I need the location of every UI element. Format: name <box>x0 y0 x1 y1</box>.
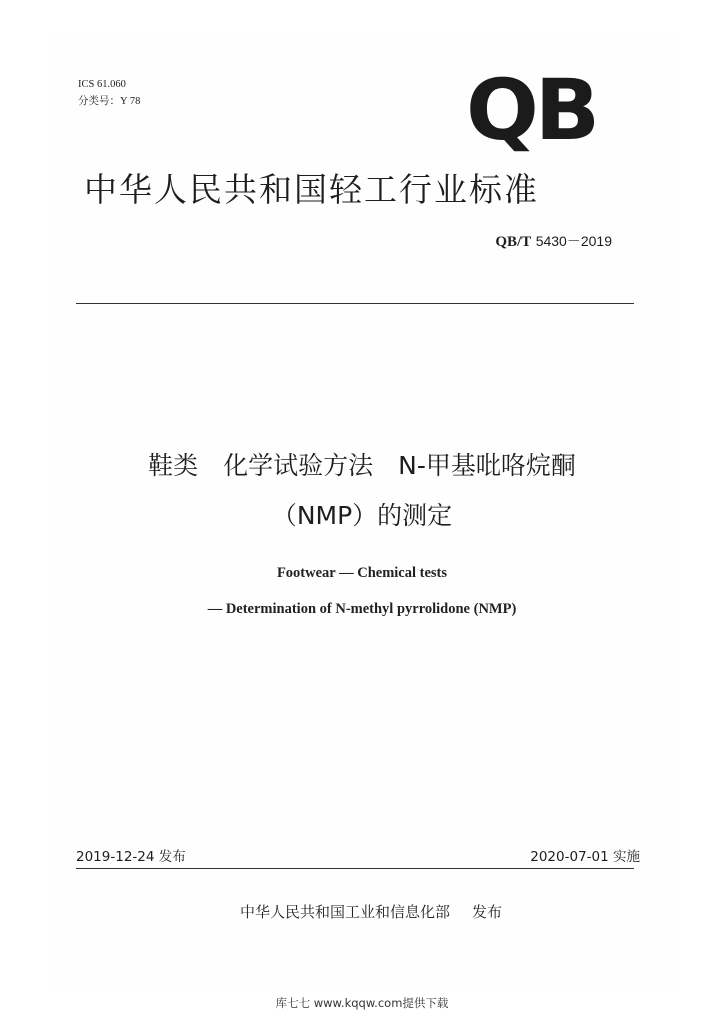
qb-logo: QB <box>466 61 596 159</box>
title-cn-line2: （NMP）的测定 <box>271 501 453 530</box>
title-cn-line1: 鞋类 化学试验方法 N-甲基吡咯烷酮 <box>148 451 576 480</box>
ics-code: ICS 61.060 <box>78 79 126 90</box>
standard-number-value: 5430－2019 <box>535 233 612 249</box>
publisher-name: 中华人民共和国工业和信息化部 <box>239 903 450 921</box>
title-en-line1: Footwear — Chemical tests <box>276 565 448 581</box>
header-divider <box>76 303 634 304</box>
implementation-date: 2020-07-01 实施 <box>530 849 640 865</box>
classification-block <box>78 76 140 110</box>
title-en-line2: — Determination of N-methyl pyrrolidone (NMP) <box>207 601 517 617</box>
download-footer: 库七七 www.kqqw.com提供下载 <box>275 996 449 1010</box>
standard-prefix: QB/T <box>495 234 532 250</box>
publisher-line <box>0 901 724 922</box>
footer-divider <box>76 868 634 869</box>
standard-number <box>495 232 612 251</box>
standard-title: 中华人民共和国轻工行业标准 <box>84 170 539 209</box>
publisher-action: 发布 <box>472 903 503 921</box>
issue-date: 2019-12-24 发布 <box>76 849 186 865</box>
classification-code: 分类号：Y 78 <box>78 96 141 107</box>
